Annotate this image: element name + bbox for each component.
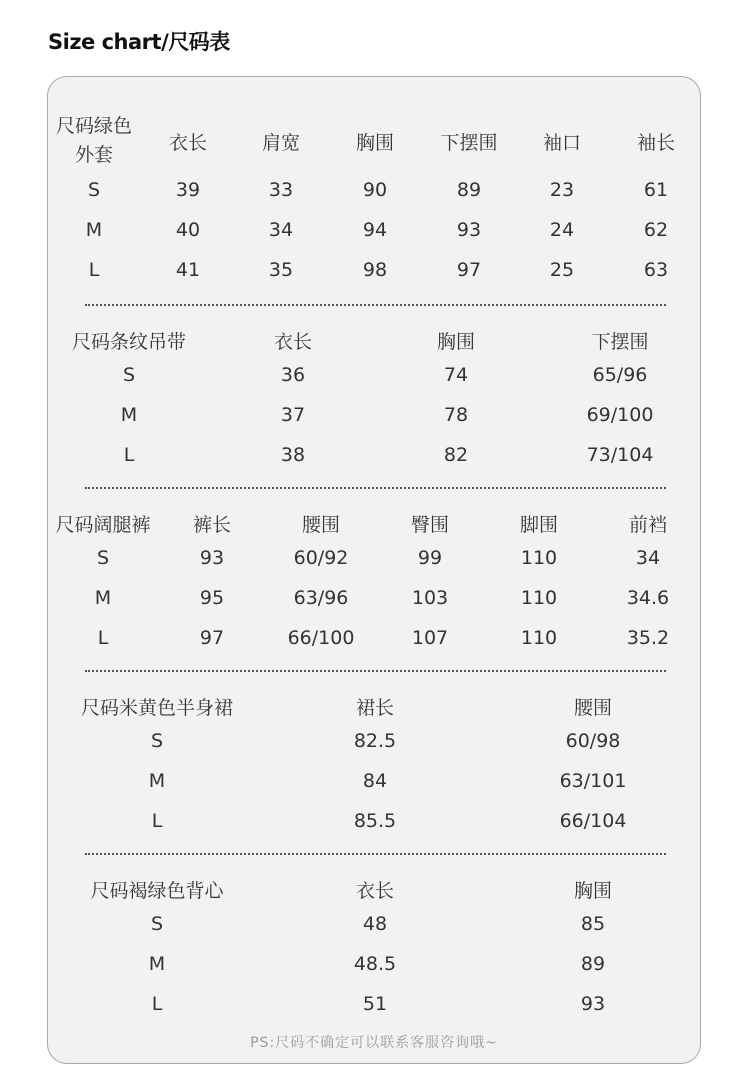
- header-line-2: 外套: [74, 144, 114, 166]
- table-row: [48, 538, 700, 578]
- header-cell: 袖口: [542, 131, 582, 154]
- table-cell: 62: [643, 219, 669, 241]
- table-cell: 24: [549, 219, 575, 241]
- table-cell: 97: [199, 627, 225, 649]
- table-cell: 82: [443, 444, 469, 466]
- table-cell: L: [151, 993, 163, 1015]
- table-cell: 63: [643, 259, 669, 281]
- table-header-row: [48, 115, 700, 166]
- dotted-divider: [85, 670, 666, 672]
- table-cell: 40: [175, 219, 201, 241]
- table-cell: 61: [643, 179, 669, 201]
- table-cell: 48: [362, 913, 388, 935]
- table-row: [48, 761, 700, 801]
- header-cell: 下摆围: [591, 330, 649, 353]
- header-cell: 腰围: [301, 513, 341, 536]
- table-cell: 38: [280, 444, 306, 466]
- table-cell: 84: [362, 770, 388, 792]
- table-cell: 25: [549, 259, 575, 281]
- table-row: [48, 355, 700, 395]
- header-line-1: 尺码绿色: [55, 115, 133, 137]
- table-cell: 33: [268, 179, 294, 201]
- table-cell: 95: [199, 587, 225, 609]
- header-cell: 裤长: [192, 513, 232, 536]
- table-cell: 78: [443, 404, 469, 426]
- header-cell: 腰围: [573, 696, 613, 719]
- page-title: Size chart/尺码表: [48, 30, 230, 54]
- header-cell: 裙长: [355, 696, 395, 719]
- header-cell-size-label: [56, 111, 132, 171]
- table-cell: 69/100: [586, 404, 654, 426]
- table-cell: 98: [362, 259, 388, 281]
- table-cell: 73/104: [586, 444, 654, 466]
- dotted-divider: [85, 853, 666, 855]
- table-cell: 93: [199, 547, 225, 569]
- table-cell: 85: [580, 913, 606, 935]
- table-cell: 93: [580, 993, 606, 1015]
- table-cell: 107: [411, 627, 449, 649]
- table-cell: 66/100: [287, 627, 355, 649]
- table-cell: M: [94, 587, 112, 609]
- table-cell: 110: [520, 587, 558, 609]
- table-cell: 93: [456, 219, 482, 241]
- table-row: [48, 984, 700, 1024]
- table-cell: 82.5: [353, 730, 397, 752]
- table-cell: 74: [443, 364, 469, 386]
- table-cell: L: [97, 627, 109, 649]
- table-cell: 51: [362, 993, 388, 1015]
- table-cell: 60/92: [293, 547, 349, 569]
- header-cell: 下摆围: [440, 131, 498, 154]
- header-cell: 胸围: [573, 879, 613, 902]
- table-cell: 34.6: [626, 587, 670, 609]
- header-cell: 尺码条纹吊带: [71, 330, 187, 353]
- table-header-row: [48, 869, 700, 909]
- table-header-row: [48, 503, 700, 543]
- table-cell: 89: [456, 179, 482, 201]
- table-row: [48, 250, 700, 290]
- table-row: [48, 904, 700, 944]
- table-cell: S: [150, 730, 164, 752]
- table-cell: L: [88, 259, 100, 281]
- table-cell: L: [123, 444, 135, 466]
- table-header-row: [48, 686, 700, 726]
- table-cell: 99: [417, 547, 443, 569]
- size-chart-panel: [47, 76, 701, 1064]
- header-cell: 衣长: [168, 131, 208, 154]
- header-cell: 袖长: [636, 131, 676, 154]
- table-header-row: [48, 320, 700, 360]
- dotted-divider: [85, 487, 666, 489]
- table-cell: 48.5: [353, 953, 397, 975]
- table-cell: 63/101: [559, 770, 627, 792]
- table-cell: 35.2: [626, 627, 670, 649]
- table-row: [48, 944, 700, 984]
- table-cell: 63/96: [293, 587, 349, 609]
- table-cell: 23: [549, 179, 575, 201]
- table-cell: 103: [411, 587, 449, 609]
- header-cell: 臀围: [410, 513, 450, 536]
- table-cell: 94: [362, 219, 388, 241]
- table-cell: S: [96, 547, 110, 569]
- table-cell: 34: [635, 547, 661, 569]
- footnote: PS:尺码不确定可以联系客服咨询哦~: [250, 1035, 498, 1051]
- table-cell: 97: [456, 259, 482, 281]
- table-row: [48, 395, 700, 435]
- table-row: [48, 210, 700, 250]
- table-cell: 36: [280, 364, 306, 386]
- table-cell: 60/98: [565, 730, 621, 752]
- table-row: [48, 578, 700, 618]
- header-cell: 尺码褐绿色背心: [90, 879, 224, 902]
- table-cell: S: [87, 179, 101, 201]
- table-cell: 39: [175, 179, 201, 201]
- table-cell: 41: [175, 259, 201, 281]
- table-row: [48, 801, 700, 841]
- table-cell: 65/96: [592, 364, 648, 386]
- header-cell: 胸围: [355, 131, 395, 154]
- dotted-divider: [85, 304, 666, 306]
- header-cell: 尺码米黄色半身裙: [80, 696, 234, 719]
- table-cell: 85.5: [353, 810, 397, 832]
- header-cell: 胸围: [436, 330, 476, 353]
- table-cell: S: [150, 913, 164, 935]
- table-cell: M: [148, 953, 166, 975]
- table-cell: 35: [268, 259, 294, 281]
- header-cell: 肩宽: [261, 131, 301, 154]
- table-cell: M: [148, 770, 166, 792]
- table-cell: S: [122, 364, 136, 386]
- table-cell: 110: [520, 547, 558, 569]
- table-cell: 66/104: [559, 810, 627, 832]
- table-row: [48, 170, 700, 210]
- table-cell: M: [120, 404, 138, 426]
- table-cell: 37: [280, 404, 306, 426]
- header-cell: 尺码阔腿裤: [55, 513, 151, 536]
- table-row: [48, 618, 700, 658]
- table-cell: L: [151, 810, 163, 832]
- header-cell: 前裆: [628, 513, 668, 536]
- table-row: [48, 435, 700, 475]
- header-cell: 衣长: [273, 330, 313, 353]
- header-cell: 脚围: [519, 513, 559, 536]
- table-cell: 89: [580, 953, 606, 975]
- table-row: [48, 721, 700, 761]
- header-cell: 衣长: [355, 879, 395, 902]
- table-cell: 90: [362, 179, 388, 201]
- table-cell: M: [85, 219, 103, 241]
- table-cell: 34: [268, 219, 294, 241]
- table-cell: 110: [520, 627, 558, 649]
